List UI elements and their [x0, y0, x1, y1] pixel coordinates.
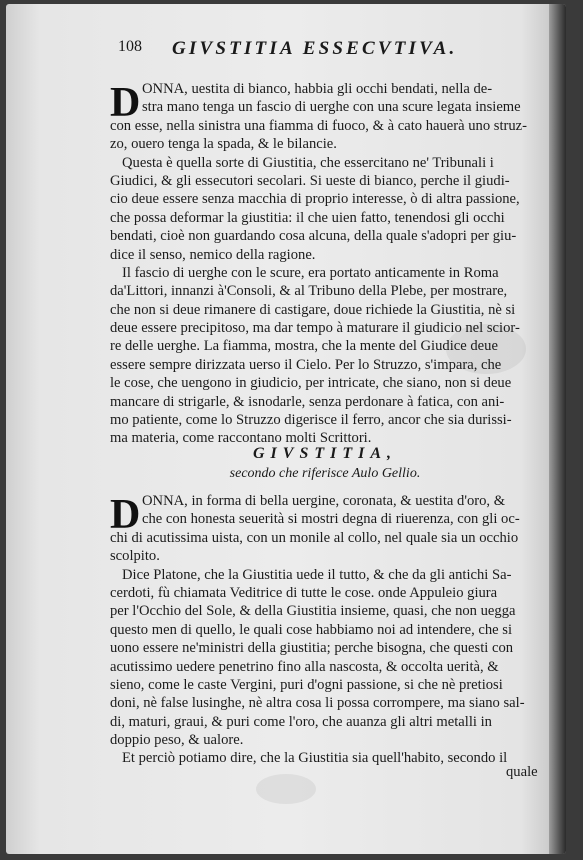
text-line: con esse, nella sinistra una fiamma di fuoco, & à cato hauerà uno struz- — [110, 117, 527, 134]
book-spine-shadow — [549, 4, 566, 854]
text-line: che con honesta seuerità si mostri degna di riuerenza, con gli oc- — [142, 511, 520, 528]
text-line: bendati, cioè non guardando cosa alcuna, della quale s'adopri per giu- — [110, 228, 517, 245]
text-line: chi di acutissima uista, con un monile al collo, nel quale sia un occhio — [110, 529, 519, 546]
text-line: doppio peso, & ualore. — [110, 732, 244, 749]
text-line: acutissimo uedere penetrino fino alla nascosta, & occolta uerità, & — [110, 658, 499, 675]
page-number: 108 — [118, 38, 142, 55]
text-line: cio deue essere senza macchia di proprio interesse, ò di altra passione, — [110, 191, 520, 208]
text-line: mancare di strigarle, & isnodarle, senza perdonare à fatica, con ani- — [110, 393, 505, 410]
text-line: Il fascio di uerghe con le scure, era portato anticamente in Roma — [122, 264, 499, 281]
running-head: GIVSTITIA ESSECVTIVA. — [172, 38, 458, 59]
text-line: cerdoti, fù chiamata Veditrice di tutte le cose. onde Appuleio giura — [110, 584, 498, 601]
text-line: ONNA, in forma di bella uergine, coronata, & uestita d'oro, & — [142, 493, 506, 509]
text-line: doni, nè false lusinghe, nè altra cosa li possa corrompere, ma siano sal- — [110, 695, 525, 712]
text-line: per l'Occhio del Sole, & della Giustitia insieme, quasi, che non uegga — [110, 603, 516, 620]
text-line: Et perciò potiamo dire, che la Giustitia sia quell'habito, secondo il — [122, 750, 508, 767]
text-line: di, maturi, graui, & puri come l'oro, che auanza gli altri metalli in — [110, 713, 492, 730]
text-line: uono essere ne'ministri della giustitia; perche bisogna, che questi con — [110, 640, 514, 657]
text-line: Giudici, & gli essecutori secolari. Si ueste di bianco, perche il giudi- — [110, 172, 510, 189]
section-1-text — [110, 80, 540, 448]
text-line: scolpito. — [110, 548, 160, 565]
drop-cap-initial: D — [110, 80, 141, 126]
section-title-main: GIVSTITIA, — [252, 445, 398, 462]
text-line: sieno, come le caste Vergini, puri d'ogni passione, si che nè pretiosi — [110, 676, 503, 693]
catchword: quale — [506, 764, 538, 780]
text-line: mo patiente, come lo Struzzo digerisce il ferro, ancor che sia durissi- — [110, 412, 512, 429]
drop-cap-initial: D — [110, 492, 141, 538]
text-line: che possa deformar la giustitia: il che uien fatto, tenendosi gli occhi — [110, 209, 505, 226]
text-line: ma materia, come raccontano molti Scrittori. — [110, 430, 372, 447]
text-line: re delle uerghe. La fiamma, mostra, che la mente del Giudice deue — [110, 338, 498, 355]
text-line: Questa è quella sorte di Giustitia, che essercitano ne' Tribunali i — [122, 154, 494, 171]
text-line: che non si deue rimanere di castigare, doue richiede la Giustitia, nè si — [110, 301, 516, 318]
text-line: dice il senso, nemico della ragione. — [110, 246, 316, 263]
text-line: zo, ouero tenga la spada, & le bilancie. — [110, 136, 337, 153]
page-header — [118, 38, 538, 64]
text-line: essere sempre dirizzata uerso il Cielo. Per lo Struzzo, s'impara, che — [110, 356, 502, 373]
paper-stain — [256, 774, 316, 804]
text-line: deue essere precipitoso, ma dar tempo à maturare il giudicio nel scior- — [110, 320, 520, 337]
section-title-sub: secondo che riferisce Aulo Gellio. — [229, 466, 421, 481]
text-line: stra mano tenga un fascio di uerghe con una scure legata insieme — [142, 99, 521, 116]
section-title — [110, 444, 540, 483]
text-line: ONNA, uestita di bianco, habbia gli occhi bendati, nella de- — [142, 81, 493, 97]
text-line: le cose, che uengono in giudicio, per intricate, che siano, non si deue — [110, 375, 512, 392]
section-2-text — [110, 492, 540, 768]
text-line: da'Littori, innanzi à'Consoli, & al Tribuno della Plebe, per mostrare, — [110, 283, 508, 300]
text-line: Dice Platone, che la Giustitia uede il tutto, & che da gli antichi Sa- — [122, 566, 512, 583]
text-line: questo men di quello, le quali cose habbiamo noi ad intendere, che si — [110, 621, 513, 638]
